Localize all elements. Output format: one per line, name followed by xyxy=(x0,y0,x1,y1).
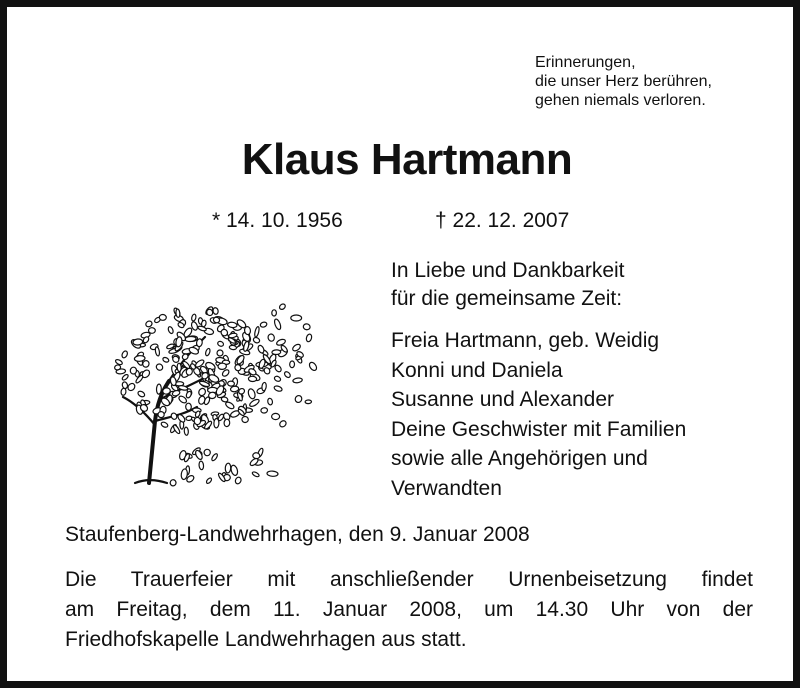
mourner-entry: Freia Hartmann, geb. Weidig xyxy=(391,329,660,352)
mourner-entry: Verwandten xyxy=(391,476,502,500)
place-date: Staufenberg-Landwehrhagen, den 9. Januar 2008 xyxy=(65,523,530,546)
mourner-entry: Konni und Daniela xyxy=(391,358,563,382)
memorial-quote: Erinnerungen, die unser Herz berühren, gehen niemals verloren. xyxy=(535,54,712,109)
dedication xyxy=(391,257,625,313)
mourner-entry: sowie alle Angehörigen und xyxy=(391,447,648,470)
ceremony-line: am Freitag, dem 11. Januar 2008, um 14.30 Uhr von der xyxy=(65,598,753,621)
ceremony-line: Die Trauerfeier mit anschließender Urnenbeisetzung findet xyxy=(65,568,753,591)
dedication-line: für die gemeinsame Zeit: xyxy=(391,287,623,310)
death-date: † 22. 12. 2007 xyxy=(435,209,570,232)
mourner-entry: Susanne und Alexander xyxy=(391,388,615,411)
birth-date: * 14. 10. 1956 xyxy=(212,209,343,232)
deceased-name: Klaus Hartmann xyxy=(241,135,573,184)
ceremony-notice xyxy=(65,565,753,655)
windblown-tree-icon xyxy=(105,275,325,495)
ceremony-line: Friedhofskapelle Landwehrhagen aus statt. xyxy=(65,628,467,651)
dedication-line: In Liebe und Dankbarkeit xyxy=(391,259,625,282)
mourner-entry: Deine Geschwister mit Familien xyxy=(391,417,687,441)
mourners-list xyxy=(391,326,686,503)
